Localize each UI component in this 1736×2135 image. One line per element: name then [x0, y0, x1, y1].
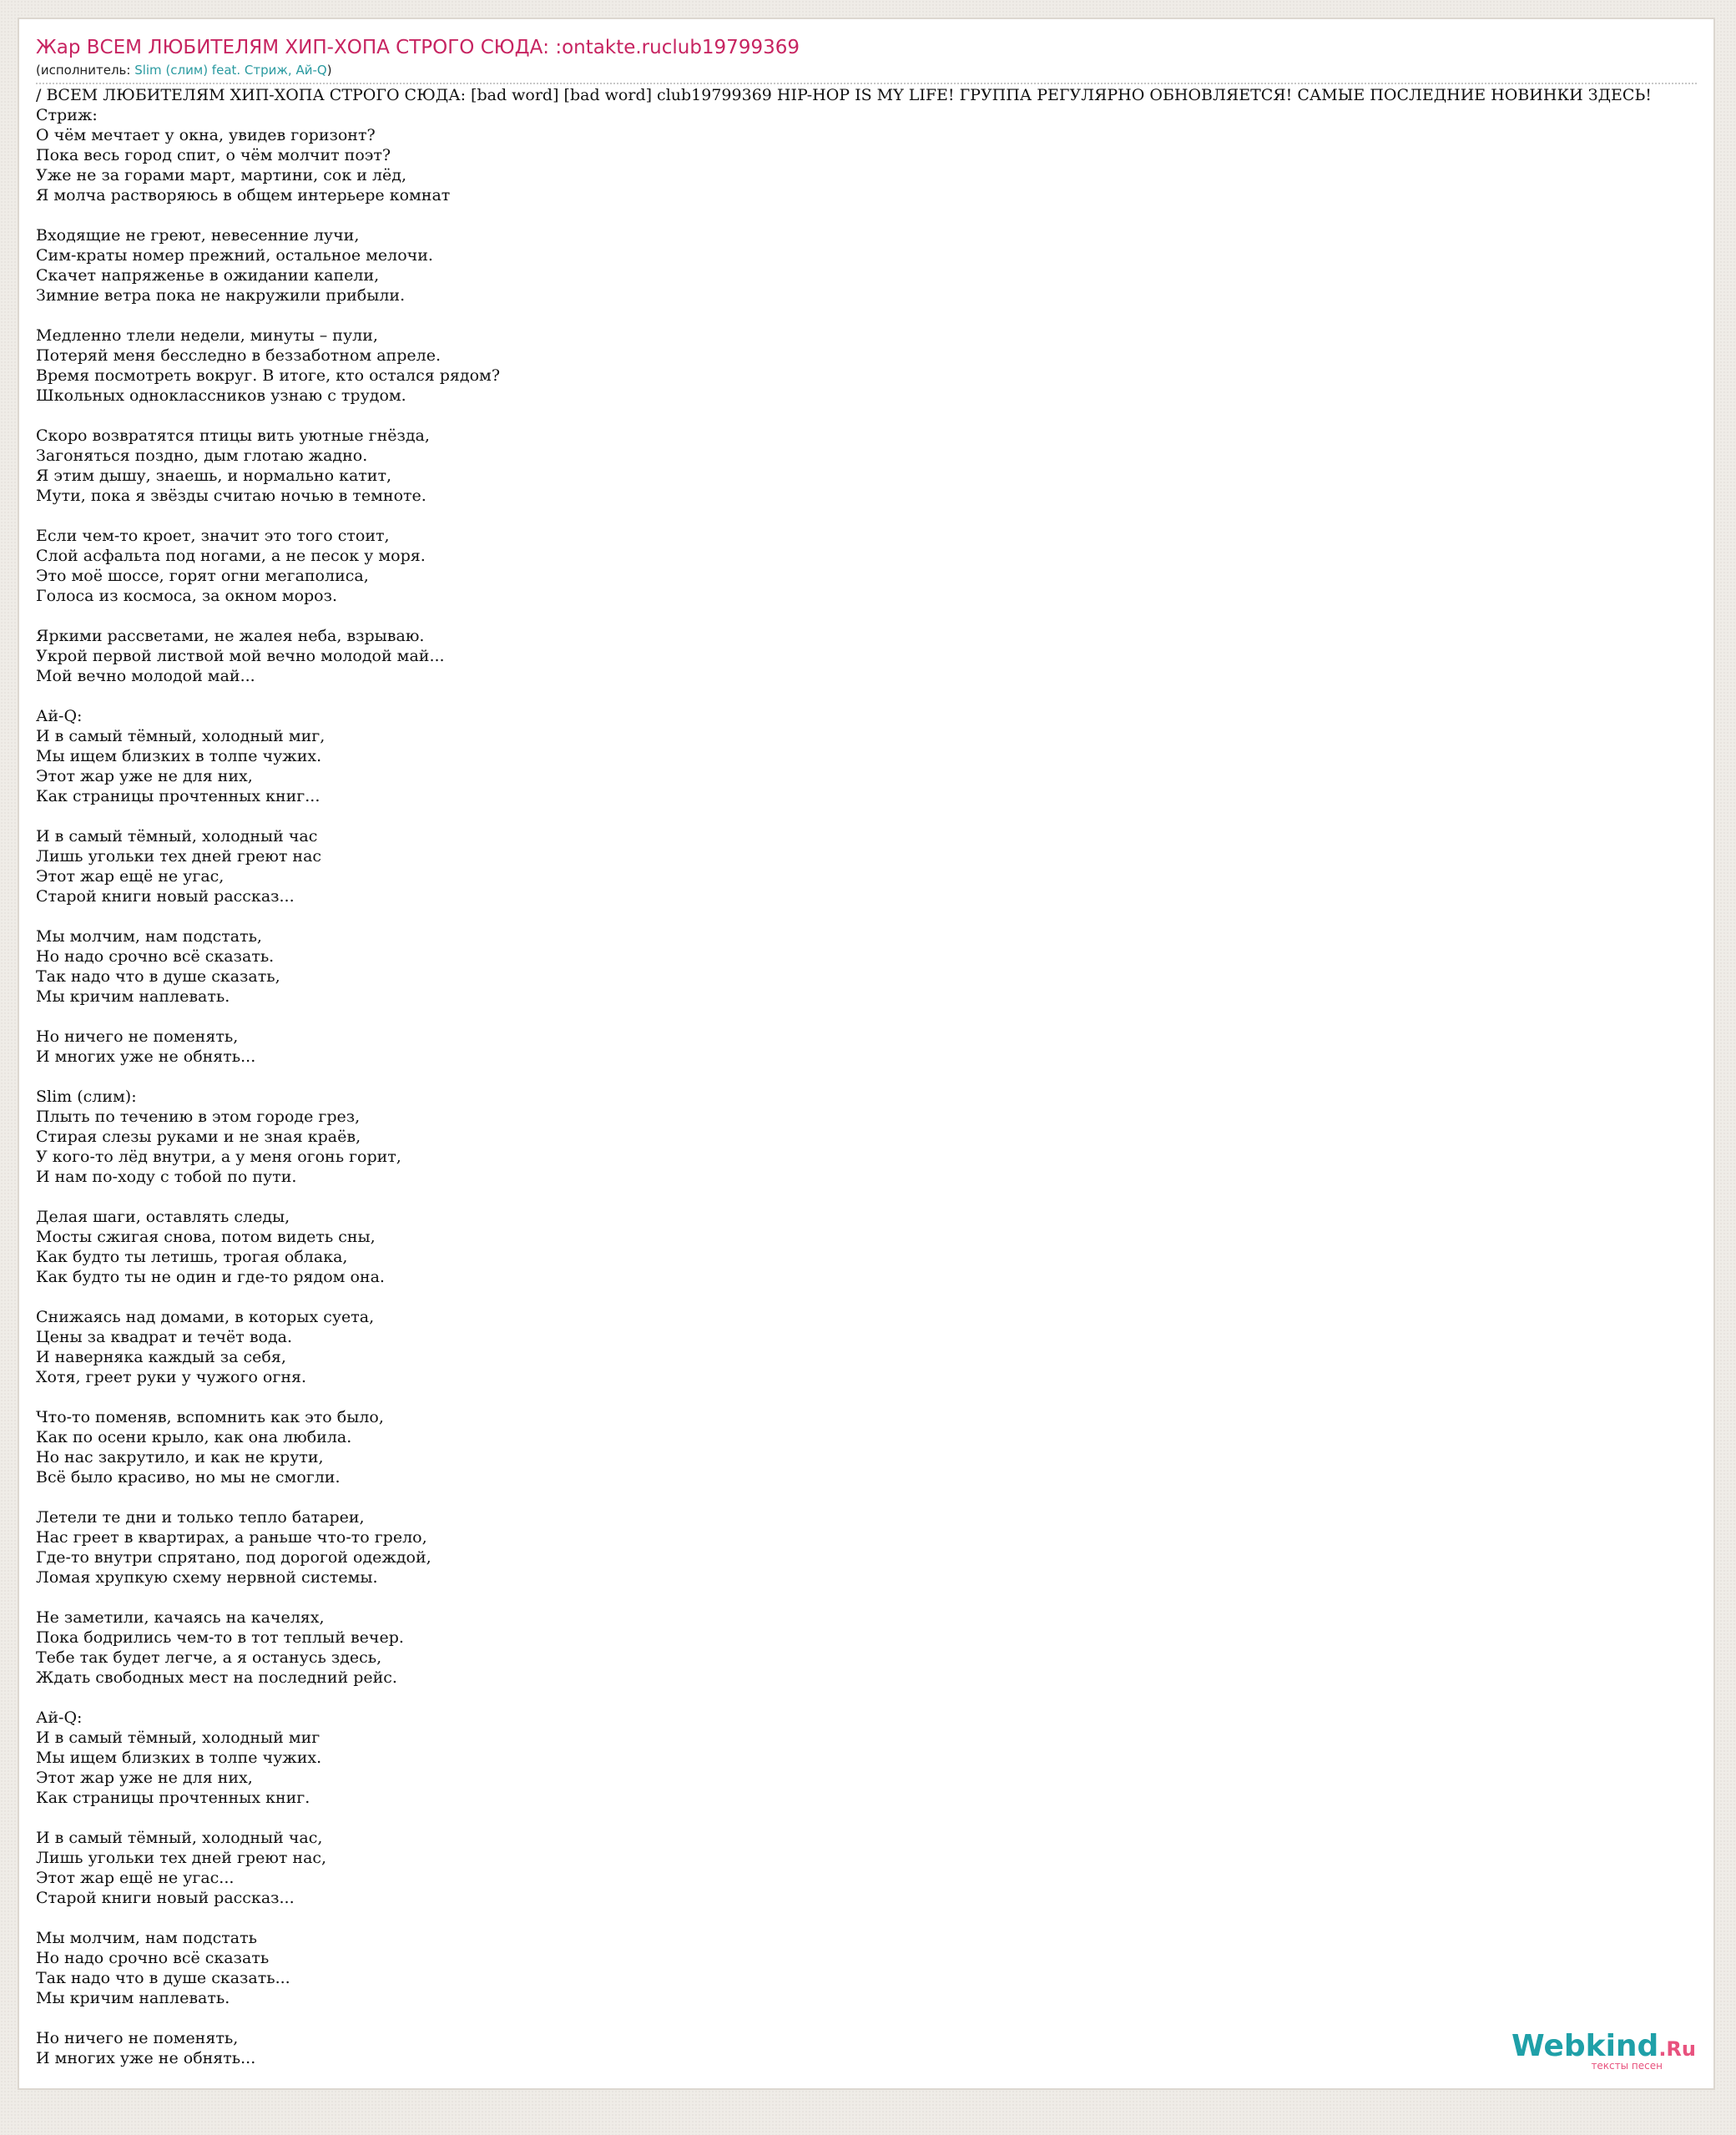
performer-prefix: (исполнитель:	[36, 63, 135, 78]
performer-line	[36, 61, 1697, 79]
logo-word: Webkind	[1511, 2029, 1659, 2063]
logo-subtitle: тексты песен	[1591, 2060, 1663, 2072]
song-title: Жар ВСЕМ ЛЮБИТЕЛЯМ ХИП-ХОПА СТРОГО СЮДА: :ontakte.ruclub19799369	[36, 37, 800, 58]
header-divider	[36, 83, 1697, 84]
page-container	[18, 18, 1715, 2090]
site-logo[interactable]	[1511, 2029, 1696, 2077]
song-header	[36, 34, 1697, 84]
lyrics-text: / ВСЕМ ЛЮБИТЕЛЯМ ХИП-ХОПА СТРОГО СЮДА: [bad word] [bad word] club19799369 HIP-HOP IS MY LIFE! ГРУППА РЕГУЛЯРНО ОБНОВЛЯЕТСЯ! САМЫЕ ПОСЛЕДНИЕ НОВИНКИ ЗДЕСЬ! Стриж: О чём мечтает у окна, увидев горизонт? Пока весь город спит, о чём молчит поэт? Уже не за горами март, мартини, сок и лёд, Я молча растворяюсь в общем интерьере комнат Входящие не греют, невесенние лучи, Сим-краты номер прежний, остальное мелочи. Скачет напряженье в ожидании капели, Зимние ветра пока не накружили прибыли. Медленно тлели недели, минуты – пули, Потеряй меня бесследно в беззаботном апреле. Время посмотреть вокруг. В итоге, кто остался рядом? Школьных одноклассников узнаю с трудом. Скоро возвратятся птицы вить уютные гнёзда, Загоняться поздно, дым глотаю жадно. Я этим дышу, знаешь, и нормально катит, Мути, пока я звёзды считаю ночью в темноте. Если чем-то кроет, значит это того стоит, Слой асфальта под ногами, а не песок у моря. Это моё шоссе, горят огни мегаполиса, Голоса из космоса, за окном мороз. Яркими рассветами, не жалея неба, взрываю. Укрой первой листвой мой вечно молодой май... Мой вечно молодой май... Ай-Q: И в самый тёмный, холодный миг, Мы ищем близких в толпе чужих. Этот жар уже не для них, Как страницы прочтенных книг... И в самый тёмный, холодный час Лишь угольки тех дней греют нас Этот жар ещё не угас, Старой книги новый рассказ... Мы молчим, нам подстать, Но надо срочно всё сказать. Так надо что в душе сказать, Мы кричим наплевать. Но ничего не поменять, И многих уже не обнять... Slim (слим): Плыть по течению в этом городе грез, Стирая слезы руками и не зная краёв, У кого-то лёд внутри, а у меня огонь горит, И нам по-ходу с тобой по пути. Делая шаги, оставлять следы, Мосты сжигая снова, потом видеть сны, Как будто ты летишь, трогая облака, Как будто ты не один и где-то рядом она. Снижаясь над домами, в которых суета, Цены за квадрат и течёт вода. И наверняка каждый за себя, Хотя, греет руки у чужого огня. Что-то поменяв, вспомнить как это было, Как по осени крыло, как она любила. Но нас закрутило, и как не крути, Всё было красиво, но мы не смогли. Летели те дни и только тепло батареи, Нас греет в квартирах, а раньше что-то грело, Где-то внутри спрятано, под дорогой одеждой, Ломая хрупкую схему нервной системы. Не заметили, качаясь на качелях, Пока бодрились чем-то в тот теплый вечер. Тебе так будет легче, а я останусь здесь, Ждать свободных мест на последний рейс. Ай-Q: И в самый тёмный, холодный миг Мы ищем близких в толпе чужих. Этот жар уже не для них, Как страницы прочтенных книг. И в самый тёмный, холодный час, Лишь угольки тех дней греют нас, Этот жар ещё не угас... Старой книги новый рассказ... Мы молчим, нам подстать Но надо срочно всё сказать Так надо что в душе сказать... Мы кричим наплевать. Но ничего не поменять, И многих уже не обнять...	[36, 86, 1652, 2067]
performer-link[interactable]: Slim (слим) feat. Стриж, Ай-Q	[134, 63, 327, 78]
performer-suffix: )	[326, 63, 332, 78]
logo-tld: .Ru	[1658, 2037, 1696, 2061]
